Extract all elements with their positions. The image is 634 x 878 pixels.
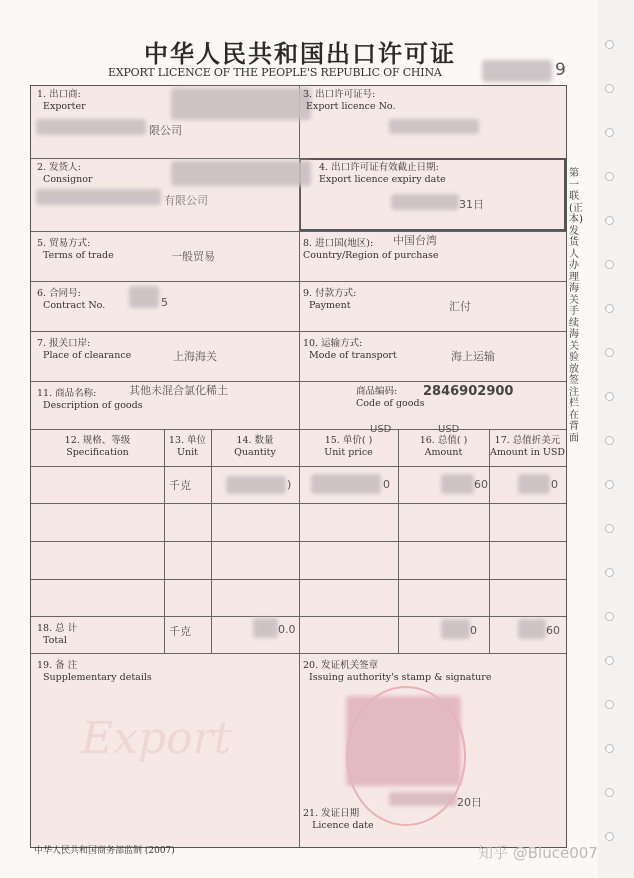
amount-currency: USD xyxy=(438,424,460,435)
redacted xyxy=(389,792,457,806)
unit-header-en: Unit xyxy=(177,447,198,458)
redacted xyxy=(518,619,546,639)
footer: 中华人民共和国商务部监制 (2007) xyxy=(34,846,175,856)
payment-label-en: Payment xyxy=(309,300,351,311)
quantity-header-en: Quantity xyxy=(234,447,276,458)
goods-label-en: Description of goods xyxy=(43,400,143,411)
redacted xyxy=(391,194,459,210)
redacted-serial xyxy=(482,60,552,82)
trade-terms-label-en: Terms of trade xyxy=(43,250,114,261)
payment-label-cn: 9. 付款方式: xyxy=(303,288,357,299)
serial-suffix: 9 xyxy=(555,60,566,80)
licence-no-label xyxy=(303,89,396,113)
row-price: 0 xyxy=(383,478,390,491)
usd-header-cn: 17. 总值折美元 xyxy=(494,435,561,446)
row-amount: 60 xyxy=(474,478,488,491)
redacted xyxy=(441,474,474,494)
redacted-stamp xyxy=(346,696,461,786)
consignor-label-en: Consignor xyxy=(43,174,93,185)
total-unit: 千克 xyxy=(169,625,191,638)
code-label-en: Code of goods xyxy=(356,398,425,409)
exporter-label-cn: 1. 出口商: xyxy=(37,89,81,100)
amount-header-en: Amount xyxy=(424,447,463,458)
total-label-cn: 18. 总 计 xyxy=(37,623,78,634)
goods-label-cn: 11. 商品名称: xyxy=(37,388,97,399)
licence-no-label-cn: 3. 出口许可证号: xyxy=(303,89,376,100)
total-amount: 0 xyxy=(470,624,477,637)
consignor-label xyxy=(37,162,93,186)
country-label-en: Country/Region of purchase xyxy=(303,250,439,261)
redacted xyxy=(311,474,381,494)
redacted xyxy=(36,189,161,205)
trade-terms-label-cn: 5. 贸易方式: xyxy=(37,238,91,249)
expiry-label xyxy=(319,162,446,186)
licence-date-label-cn: 21. 发证日期 xyxy=(303,808,360,819)
exporter-value: 限公司 xyxy=(149,124,182,137)
title-en: EXPORT LICENCE OF THE PEOPLE'S REPUBLIC OF CHINA xyxy=(108,66,442,79)
row-quantity: ) xyxy=(287,478,292,491)
redacted xyxy=(129,286,159,308)
redacted xyxy=(171,88,311,120)
price-currency: USD xyxy=(370,424,392,435)
row-usd: 0 xyxy=(551,478,558,491)
stamp-label-en: Issuing authority's stamp & signature xyxy=(309,672,492,683)
redacted xyxy=(36,119,146,135)
unit-header-cn: 13. 单位 xyxy=(168,435,207,446)
trade-terms-value: 一般贸易 xyxy=(171,250,215,263)
spec-header-cn: 12. 规格、等级 xyxy=(64,435,131,446)
code-value: 2846902900 xyxy=(423,384,514,399)
goods-value: 其他未混合氯化稀土 xyxy=(129,384,228,397)
licence-no-label-en: Export licence No. xyxy=(306,101,396,112)
side-note: 第一联(正本)发货人办理海关手续 海关验放签注栏在背面 xyxy=(569,168,583,444)
payment-value: 汇付 xyxy=(449,300,471,313)
licence-date-label-en: Licence date xyxy=(312,820,374,831)
redacted xyxy=(253,618,278,638)
price-header-cn: 15. 单价( ) xyxy=(324,435,373,446)
exporter-label xyxy=(37,89,86,113)
background-watermark: Export xyxy=(81,713,232,764)
expiry-label-en: Export licence expiry date xyxy=(319,174,446,185)
redacted xyxy=(226,476,286,494)
row-unit: 千克 xyxy=(169,479,191,492)
total-label-en: Total xyxy=(43,635,67,646)
redacted xyxy=(441,619,470,639)
stamp-label-cn: 20. 发证机关签章 xyxy=(303,660,379,671)
redacted xyxy=(389,119,479,134)
country-label-cn: 8. 进口国(地区): xyxy=(303,238,374,249)
licence-date-value: 20日 xyxy=(457,796,482,809)
exporter-label-en: Exporter xyxy=(43,101,86,112)
licence-form xyxy=(30,85,567,848)
consignor-label-cn: 2. 发货人: xyxy=(37,162,81,173)
remarks-label-en: Supplementary details xyxy=(43,672,152,683)
clearance-value: 上海海关 xyxy=(173,350,217,363)
redacted xyxy=(518,474,550,494)
clearance-label-cn: 7. 报关口岸: xyxy=(37,338,91,349)
total-quantity: 0.0 xyxy=(278,623,296,636)
usd-header-en: Amount in USD xyxy=(490,447,565,458)
contract-label-en: Contract No. xyxy=(43,300,106,311)
expiry-value: 31日 xyxy=(459,198,484,211)
remarks-label-cn: 19. 备 注 xyxy=(37,660,78,671)
quantity-header-cn: 14. 数量 xyxy=(236,435,274,446)
transport-label-cn: 10. 运输方式: xyxy=(303,338,363,349)
title-cn: 中华人民共和国出口许可证 xyxy=(144,40,456,68)
consignor-value: 有限公司 xyxy=(164,194,208,207)
expiry-label-cn: 4. 出口许可证有效截止日期: xyxy=(319,162,439,173)
transport-value: 海上运输 xyxy=(451,350,495,363)
clearance-label-en: Place of clearance xyxy=(43,350,132,361)
country-value: 中国台湾 xyxy=(393,234,437,247)
contract-value: 5 xyxy=(161,296,168,309)
redacted xyxy=(171,161,311,186)
total-usd: 60 xyxy=(546,624,560,637)
transport-label-en: Mode of transport xyxy=(309,350,397,361)
code-label-cn: 商品编码: xyxy=(356,386,398,397)
amount-header-cn: 16. 总值( ) xyxy=(419,435,468,446)
contract-label-cn: 6. 合同号: xyxy=(37,288,81,299)
price-header-en: Unit price xyxy=(324,447,373,458)
spec-header-en: Specification xyxy=(66,447,129,458)
watermark: 知乎 @Bluce007 xyxy=(478,844,598,862)
